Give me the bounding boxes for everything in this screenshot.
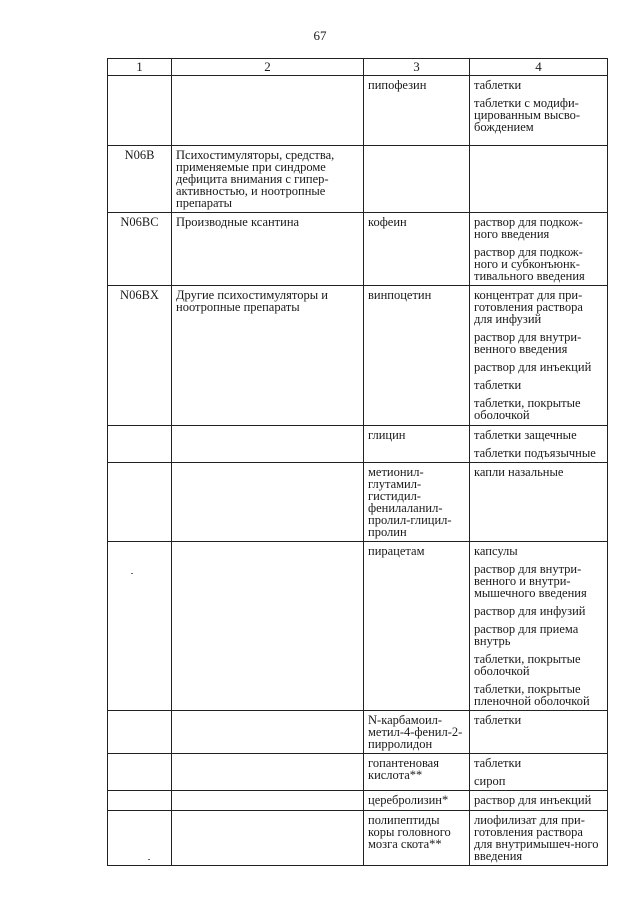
group-cell — [172, 791, 364, 811]
dosage-forms-cell — [470, 711, 608, 754]
group-cell: Психостимуляторы, средства, применяемые при синдроме дефицита внимания с гипер-активностью, и ноотропные препараты — [172, 146, 364, 213]
table-row — [108, 811, 608, 866]
page-number: 67 — [313, 28, 327, 43]
table-row — [108, 426, 608, 463]
dosage-forms-cell — [470, 811, 608, 866]
dosage-forms-cell — [470, 754, 608, 791]
drug-name-cell: пирацетам — [364, 542, 470, 711]
dosage-form: таблетки — [474, 756, 522, 770]
group-cell: Производные ксантина — [172, 213, 364, 286]
dosage-form: раствор для внутри-венного введения — [474, 330, 582, 356]
drug-name-cell: пипофезин — [364, 76, 470, 146]
column-header: 2 — [172, 59, 364, 76]
group-cell — [172, 754, 364, 791]
column-header: 4 — [470, 59, 608, 76]
table-row — [108, 286, 608, 426]
table-row — [108, 542, 608, 711]
atc-code-cell — [108, 791, 172, 811]
dosage-form: таблетки подъязычные — [474, 446, 596, 460]
group-cell — [172, 426, 364, 463]
atc-code-cell — [108, 811, 172, 866]
dosage-form: таблетки, покрытые оболочкой — [474, 652, 581, 678]
atc-code-cell — [108, 426, 172, 463]
drug-name-cell: кофеин — [364, 213, 470, 286]
drug-name-cell: N-карбамоил-метил-4-фенил-2-пирролидон — [364, 711, 470, 754]
dosage-form: раствор для подкож-ного введения — [474, 215, 583, 241]
table-header-row — [108, 59, 608, 76]
dosage-form: таблетки — [474, 78, 522, 92]
drug-name-cell: метионил-глутамил-гистидил-фенилаланил-пролил-глицил-пролин — [364, 463, 470, 542]
dosage-form: таблетки — [474, 378, 522, 392]
group-cell — [172, 542, 364, 711]
table-row — [108, 754, 608, 791]
dosage-form: сироп — [474, 774, 506, 788]
dosage-form: таблетки с модифи-цированным высво-бождением — [474, 96, 581, 134]
dosage-form: раствор для инъекций — [474, 360, 592, 374]
table-row — [108, 791, 608, 811]
column-header: 1 — [108, 59, 172, 76]
dosage-form: таблетки, покрытые пленочной оболочкой — [474, 682, 590, 708]
dosage-form: раствор для подкож-ного и субконъюнк-тивального введения — [474, 245, 585, 283]
dosage-form: таблетки защечные — [474, 428, 577, 442]
dosage-form: раствор для внутри-венного и внутри-мышечного введения — [474, 562, 587, 600]
table-row — [108, 711, 608, 754]
atc-code-cell — [108, 463, 172, 542]
dosage-form: раствор для приема внутрь — [474, 622, 579, 648]
column-header: 3 — [364, 59, 470, 76]
dosage-form: раствор для инфузий — [474, 604, 586, 618]
table-row — [108, 76, 608, 146]
drug-name-cell: глицин — [364, 426, 470, 463]
atc-code-cell: N06BX — [108, 286, 172, 426]
group-cell — [172, 811, 364, 866]
drug-name-cell: полипептиды коры головного мозга скота** — [364, 811, 470, 866]
atc-code-cell — [108, 754, 172, 791]
table-row — [108, 146, 608, 213]
group-cell — [172, 711, 364, 754]
atc-code-cell: N06B — [108, 146, 172, 213]
group-cell — [172, 463, 364, 542]
dosage-forms-cell — [470, 76, 608, 146]
atc-code-cell — [108, 76, 172, 146]
dosage-forms-cell — [470, 791, 608, 811]
drug-name-cell — [364, 146, 470, 213]
dosage-form: таблетки — [474, 713, 522, 727]
atc-code-cell — [108, 542, 172, 711]
table-row — [108, 213, 608, 286]
dosage-form: капсулы — [474, 544, 518, 558]
dosage-form: капли назальные — [474, 465, 564, 479]
atc-code-cell: N06BC — [108, 213, 172, 286]
dosage-form: таблетки, покрытые оболочкой — [474, 396, 581, 422]
dosage-forms-cell — [470, 463, 608, 542]
dosage-forms-cell — [470, 426, 608, 463]
group-cell — [172, 76, 364, 146]
drug-name-cell: гопантеновая кислота** — [364, 754, 470, 791]
scan-speck — [148, 859, 150, 860]
drug-name-cell: винпоцетин — [364, 286, 470, 426]
dosage-forms-cell — [470, 213, 608, 286]
table-row — [108, 463, 608, 542]
dosage-form: лиофилизат для при-готовления раствора для внутримышеч-ного введения — [474, 813, 599, 863]
dosage-forms-cell — [470, 146, 608, 213]
dosage-form: концентрат для при-готовления раствора для инфузий — [474, 288, 583, 326]
scan-speck — [131, 573, 133, 574]
dosage-forms-cell — [470, 286, 608, 426]
drug-list-table — [107, 58, 608, 866]
dosage-form: раствор для инъекций — [474, 793, 592, 807]
dosage-forms-cell — [470, 542, 608, 711]
group-cell: Другие психостимуляторы и ноотропные препараты — [172, 286, 364, 426]
atc-code-cell — [108, 711, 172, 754]
drug-name-cell: церебролизин* — [364, 791, 470, 811]
